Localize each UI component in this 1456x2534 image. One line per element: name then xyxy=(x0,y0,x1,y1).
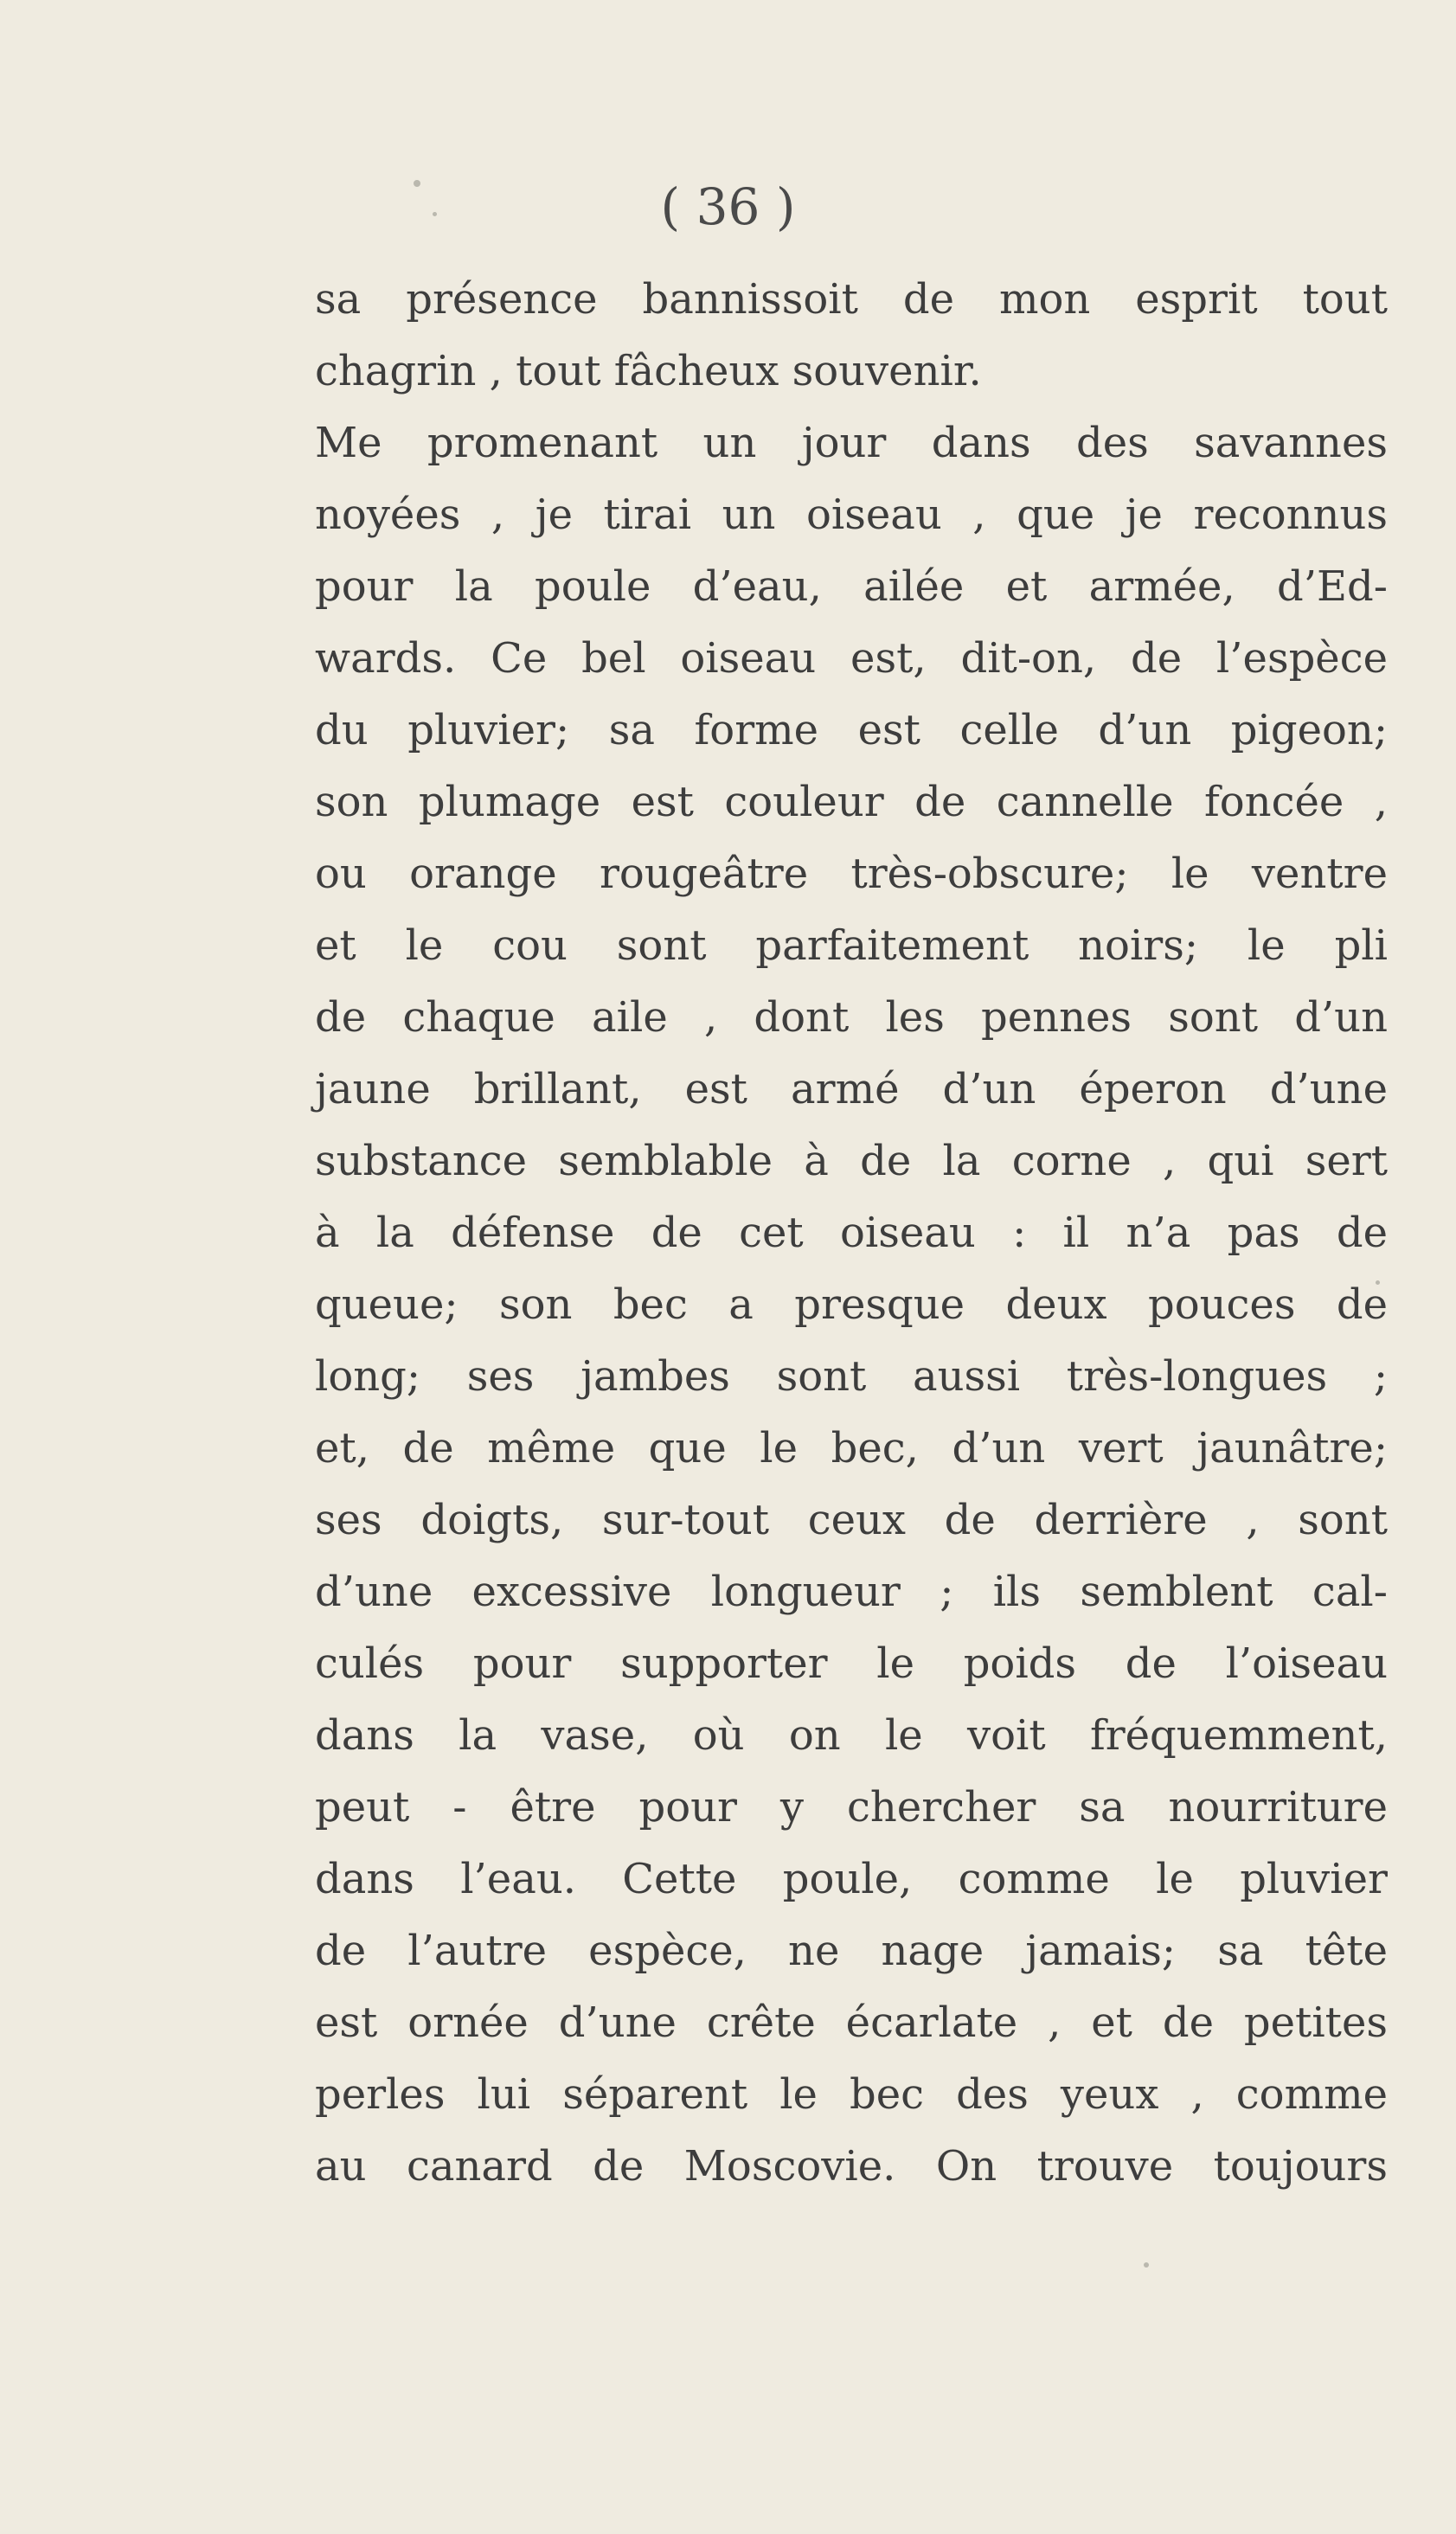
text-line: à la défense de cet oiseau : il n’a pas de xyxy=(315,1209,1388,1257)
text-line: et, de même que le bec, d’un vert jaunâtre; xyxy=(315,1424,1388,1472)
text-line: du pluvier; sa forme est celle d’un pigeon; xyxy=(315,706,1388,754)
text-line: ou orange rougeâtre très-obscure; le ventre xyxy=(315,850,1388,898)
text-line: perles lui séparent le bec des yeux , comme xyxy=(315,2070,1388,2119)
text-line: et le cou sont parfaitement noirs; le pli xyxy=(315,921,1388,970)
text-line: noyées , je tirai un oiseau , que je reconnus xyxy=(315,491,1388,539)
paper-speck xyxy=(1376,1280,1380,1285)
paper-speck xyxy=(414,180,420,187)
text-line: son plumage est couleur de cannelle foncée , xyxy=(315,778,1388,826)
text-line: Me promenant un jour dans des savannes xyxy=(315,419,1388,467)
body-text xyxy=(315,264,1388,2203)
page-number: ( 36 ) xyxy=(660,177,796,236)
text-line: jaune brillant, est armé d’un éperon d’une xyxy=(315,1065,1388,1113)
text-line: queue; son bec a presque deux pouces de xyxy=(315,1280,1388,1329)
text-line: est ornée d’une crête écarlate , et de petites xyxy=(315,1998,1388,2047)
text-line: long; ses jambes sont aussi très-longues ; xyxy=(315,1352,1388,1401)
paper-speck xyxy=(433,212,437,216)
text-line: peut - être pour y chercher sa nourriture xyxy=(315,1783,1388,1832)
text-line: d’une excessive longueur ; ils semblent cal- xyxy=(315,1568,1388,1616)
text-line: wards. Ce bel oiseau est, dit-on, de l’espèce xyxy=(315,634,1388,683)
text-line: dans l’eau. Cette poule, comme le pluvier xyxy=(315,1855,1388,1903)
text-line: sa présence bannissoit de mon esprit tout xyxy=(315,275,1388,324)
text-line: de l’autre espèce, ne nage jamais; sa tête xyxy=(315,1927,1388,1975)
paper-speck xyxy=(1144,2262,1149,2268)
text-line: ses doigts, sur-tout ceux de derrière , sont xyxy=(315,1496,1388,1544)
text-line: substance semblable à de la corne , qui sert xyxy=(315,1137,1388,1185)
text-line: culés pour supporter le poids de l’oiseau xyxy=(315,1639,1388,1688)
text-line: dans la vase, où on le voit fréquemment, xyxy=(315,1711,1388,1760)
text-line: de chaque aile , dont les pennes sont d’un xyxy=(315,993,1388,1042)
text-line: chagrin , tout fâcheux souvenir. xyxy=(315,347,982,395)
text-line: pour la poule d’eau, ailée et armée, d’Ed- xyxy=(315,562,1388,611)
text-line: au canard de Moscovie. On trouve toujours xyxy=(315,2142,1388,2191)
